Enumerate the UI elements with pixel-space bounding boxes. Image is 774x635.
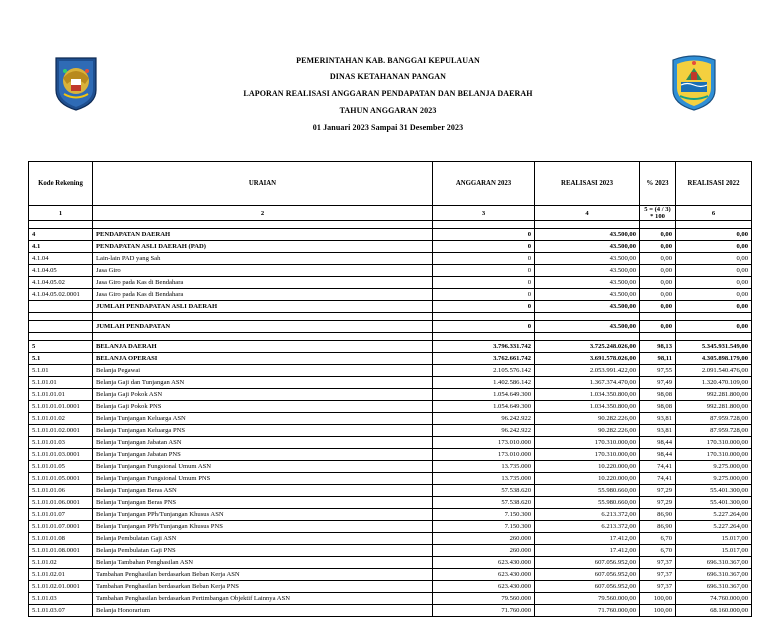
kode-rekening-cell: 4.1.04.05.02.0001 (29, 289, 93, 301)
realisasi-cell: 43.500,00 (535, 289, 640, 301)
kode-rekening-cell: 5.1.01.01.08.0001 (29, 545, 93, 557)
realisasi-prev-cell: 0,00 (676, 265, 752, 277)
pendapatan-row (29, 289, 752, 301)
persen-cell: 97,37 (640, 581, 676, 593)
realisasi-prev-cell: 4.305.898.179,00 (676, 353, 752, 365)
realisasi-prev-cell: 15.017,00 (676, 533, 752, 545)
kode-rekening-cell: 5.1.01.01.03.0001 (29, 449, 93, 461)
realisasi-prev-cell: 0,00 (676, 229, 752, 241)
persen-cell: 97,29 (640, 497, 676, 509)
anggaran-cell: 0 (433, 253, 535, 265)
realisasi-prev-cell: 74.760.000,00 (676, 593, 752, 605)
anggaran-cell: 0 (433, 277, 535, 289)
persen-cell: 0,00 (640, 241, 676, 253)
uraian-cell: BELANJA DAERAH (93, 341, 433, 353)
realisasi-cell: 170.310.000,00 (535, 437, 640, 449)
anggaran-cell: 7.150.300 (433, 509, 535, 521)
realisasi-prev-cell: 0,00 (676, 289, 752, 301)
kode-rekening-cell: 5.1.01.01.01.0001 (29, 401, 93, 413)
colnum: 5 = (4 / 3) * 100 (640, 206, 676, 221)
realisasi-prev-cell: 170.310.000,00 (676, 437, 752, 449)
uraian-cell: Belanja Tunjangan Keluarga ASN (93, 413, 433, 425)
realisasi-cell: 2.053.991.422,00 (535, 365, 640, 377)
report-government: PEMERINTAHAN KAB. BANGGAI KEPULAUAN (296, 56, 480, 65)
col-uraian: URAIAN (93, 162, 433, 206)
uraian-cell: BELANJA OPERASI (93, 353, 433, 365)
belanja-row (29, 449, 752, 461)
kode-rekening-cell: 5.1.01.02.01.0001 (29, 581, 93, 593)
realisasi-cell: 43.500,00 (535, 229, 640, 241)
realisasi-cell: 10.220.000,00 (535, 461, 640, 473)
persen-cell: 86,90 (640, 509, 676, 521)
kode-rekening-cell: 4.1.04.05 (29, 265, 93, 277)
anggaran-cell: 0 (433, 289, 535, 301)
persen-cell: 97,29 (640, 485, 676, 497)
uraian-cell: Belanja Tunjangan Jabatan ASN (93, 437, 433, 449)
belanja-row (29, 401, 752, 413)
kode-rekening-cell: 5.1.01 (29, 365, 93, 377)
belanja-row (29, 425, 752, 437)
kode-rekening-cell: 5.1.01.01.05.0001 (29, 473, 93, 485)
anggaran-cell: 57.538.620 (433, 497, 535, 509)
anggaran-cell: 3.762.661.742 (433, 353, 535, 365)
realisasi-prev-cell: 55.401.300,00 (676, 485, 752, 497)
kode-rekening-cell: 5.1.01.02 (29, 557, 93, 569)
persen-cell: 98,08 (640, 389, 676, 401)
realisasi-cell: 607.056.952,00 (535, 557, 640, 569)
kode-rekening-cell: 5.1.01.03 (29, 593, 93, 605)
colnum: 1 (29, 206, 93, 221)
persen-cell: 0,00 (640, 229, 676, 241)
realisasi-prev-cell: 0,00 (676, 241, 752, 253)
persen-cell: 97,49 (640, 377, 676, 389)
uraian-cell: Belanja Tunjangan Beras PNS (93, 497, 433, 509)
persen-cell: 0,00 (640, 253, 676, 265)
kode-rekening-cell: 4.1.04 (29, 253, 93, 265)
realisasi-cell: 1.034.350.800,00 (535, 401, 640, 413)
persen-cell: 0,00 (640, 277, 676, 289)
realisasi-prev-cell: 696.310.367,00 (676, 557, 752, 569)
persen-cell: 97,37 (640, 569, 676, 581)
belanja-row (29, 413, 752, 425)
persen-cell: 93,81 (640, 425, 676, 437)
anggaran-cell: 71.760.000 (433, 605, 535, 617)
belanja-row (29, 569, 752, 581)
uraian-cell: Belanja Honorarium (93, 605, 433, 617)
realisasi-cell: 90.282.226,00 (535, 425, 640, 437)
anggaran-cell: 1.054.649.300 (433, 389, 535, 401)
belanja-row (29, 389, 752, 401)
belanja-row (29, 509, 752, 521)
kode-rekening-cell: 4.1 (29, 241, 93, 253)
realisasi-cell: 6.213.372,00 (535, 521, 640, 533)
jumlah-pendapatan-label: JUMLAH PENDAPATAN (93, 321, 433, 333)
realisasi-cell: 17.412,00 (535, 545, 640, 557)
col-kode-rekening: Kode Rekening (29, 162, 93, 206)
realisasi-prev-cell: 1.320.470.109,00 (676, 377, 752, 389)
uraian-cell: Belanja Gaji dan Tunjangan ASN (93, 377, 433, 389)
realisasi-cell: 607.056.952,00 (535, 581, 640, 593)
kode-rekening-cell: 4 (29, 229, 93, 241)
anggaran-cell: 0 (433, 265, 535, 277)
realisasi-prev-cell: 87.959.728,00 (676, 413, 752, 425)
pendapatan-row (29, 253, 752, 265)
kode-rekening-cell: 5.1 (29, 353, 93, 365)
report-title: LAPORAN REALISASI ANGGARAN PENDAPATAN DAN BELANJA DAERAH (243, 89, 533, 98)
persen-cell: 98,44 (640, 449, 676, 461)
anggaran-cell: 96.242.922 (433, 413, 535, 425)
anggaran-cell: 0 (433, 241, 535, 253)
belanja-row (29, 593, 752, 605)
pendapatan-row (29, 265, 752, 277)
persen-cell: 97,55 (640, 365, 676, 377)
spacer-row (29, 333, 752, 341)
pendapatan-row (29, 277, 752, 289)
belanja-row (29, 557, 752, 569)
spacer-row (29, 221, 752, 229)
realisasi-cell: 3.691.578.026,00 (535, 353, 640, 365)
realisasi-cell: 55.980.660,00 (535, 485, 640, 497)
anggaran-cell: 1.054.649.300 (433, 401, 535, 413)
uraian-cell: PENDAPATAN ASLI DAERAH (PAD) (93, 241, 433, 253)
persen-cell: 86,90 (640, 521, 676, 533)
jumlah-pad-row: JUMLAH PENDAPATAN ASLI DAERAH 0 43.500,00 0,00 0,00 (29, 301, 752, 313)
col-realisasi: REALISASI 2023 (535, 162, 640, 206)
belanja-row (29, 485, 752, 497)
kode-rekening-cell: 4.1.04.05.02 (29, 277, 93, 289)
realisasi-cell: 6.213.372,00 (535, 509, 640, 521)
realisasi-table (28, 161, 752, 617)
uraian-cell: Belanja Pembulatan Gaji PNS (93, 545, 433, 557)
uraian-cell: Belanja Gaji Pokok PNS (93, 401, 433, 413)
belanja-row (29, 341, 752, 353)
realisasi-prev-cell: 87.959.728,00 (676, 425, 752, 437)
kode-rekening-cell: 5.1.01.01.05 (29, 461, 93, 473)
uraian-cell: Belanja Pegawai (93, 365, 433, 377)
persen-cell: 100,00 (640, 605, 676, 617)
kode-rekening-cell: 5.1.01.01.03 (29, 437, 93, 449)
belanja-row (29, 473, 752, 485)
realisasi-cell: 43.500,00 (535, 241, 640, 253)
anggaran-cell: 57.538.620 (433, 485, 535, 497)
colnum: 3 (433, 206, 535, 221)
realisasi-prev-cell: 55.401.300,00 (676, 497, 752, 509)
column-number-row (29, 206, 752, 221)
realisasi-cell: 1.367.374.470,00 (535, 377, 640, 389)
realisasi-cell: 1.034.350.800,00 (535, 389, 640, 401)
realisasi-cell: 3.725.248.026,00 (535, 341, 640, 353)
anggaran-cell: 0 (433, 229, 535, 241)
persen-cell: 98,44 (640, 437, 676, 449)
banggai-kepulauan-emblem-icon (668, 52, 720, 112)
realisasi-prev-cell: 0,00 (676, 253, 752, 265)
realisasi-prev-cell: 5.227.264,00 (676, 521, 752, 533)
persen-cell: 74,41 (640, 473, 676, 485)
uraian-cell: Belanja Tunjangan Beras ASN (93, 485, 433, 497)
realisasi-cell: 43.500,00 (535, 277, 640, 289)
uraian-cell: Lain-lain PAD yang Sah (93, 253, 433, 265)
realisasi-cell: 90.282.226,00 (535, 413, 640, 425)
anggaran-cell: 13.735.000 (433, 461, 535, 473)
realisasi-cell: 71.760.000,00 (535, 605, 640, 617)
kode-rekening-cell: 5.1.01.03.07 (29, 605, 93, 617)
anggaran-cell: 7.150.300 (433, 521, 535, 533)
col-persen: % 2023 (640, 162, 676, 206)
belanja-row (29, 545, 752, 557)
colnum: 6 (676, 206, 752, 221)
belanja-row (29, 353, 752, 365)
realisasi-prev-cell: 9.275.000,00 (676, 461, 752, 473)
uraian-cell: Belanja Tunjangan PPh/Tunjangan Khusus PNS (93, 521, 433, 533)
persen-cell: 0,00 (640, 265, 676, 277)
kode-rekening-cell: 5.1.01.02.01 (29, 569, 93, 581)
anggaran-cell: 79.560.000 (433, 593, 535, 605)
col-realisasi-prev: REALISASI 2022 (676, 162, 752, 206)
persen-cell: 6,70 (640, 545, 676, 557)
realisasi-cell: 10.220.000,00 (535, 473, 640, 485)
anggaran-cell: 260.000 (433, 533, 535, 545)
persen-cell: 6,70 (640, 533, 676, 545)
anggaran-cell: 173.010.000 (433, 437, 535, 449)
anggaran-cell: 3.796.331.742 (433, 341, 535, 353)
report-year: TAHUN ANGGARAN 2023 (339, 106, 437, 115)
col-anggaran: ANGGARAN 2023 (433, 162, 535, 206)
persen-cell: 74,41 (640, 461, 676, 473)
kode-rekening-cell: 5.1.01.01.02.0001 (29, 425, 93, 437)
belanja-row (29, 533, 752, 545)
anggaran-cell: 96.242.922 (433, 425, 535, 437)
realisasi-cell: 55.980.660,00 (535, 497, 640, 509)
realisasi-prev-cell: 15.017,00 (676, 545, 752, 557)
spacer-row (29, 313, 752, 321)
jumlah-pad-label: JUMLAH PENDAPATAN ASLI DAERAH (93, 301, 433, 313)
uraian-cell: Belanja Pembulatan Gaji ASN (93, 533, 433, 545)
realisasi-prev-cell: 0,00 (676, 277, 752, 289)
realisasi-prev-cell: 992.281.800,00 (676, 389, 752, 401)
belanja-row (29, 437, 752, 449)
kode-rekening-cell: 5.1.01.01.06 (29, 485, 93, 497)
belanja-row (29, 605, 752, 617)
kode-rekening-cell: 5.1.01.01.07.0001 (29, 521, 93, 533)
uraian-cell: PENDAPATAN DAERAH (93, 229, 433, 241)
uraian-cell: Tambahan Penghasilan berdasarkan Beban Kerja ASN (93, 569, 433, 581)
kode-rekening-cell: 5.1.01.01 (29, 377, 93, 389)
jumlah-pendapatan-row: JUMLAH PENDAPATAN 0 43.500,00 0,00 0,00 (29, 321, 752, 333)
realisasi-prev-cell: 2.091.540.476,00 (676, 365, 752, 377)
realisasi-prev-cell: 696.310.367,00 (676, 569, 752, 581)
colnum: 4 (535, 206, 640, 221)
uraian-cell: Jasa Giro pada Kas di Bendahara (93, 289, 433, 301)
realisasi-cell: 43.500,00 (535, 253, 640, 265)
persen-cell: 98,11 (640, 353, 676, 365)
kode-rekening-cell: 5.1.01.01.06.0001 (29, 497, 93, 509)
uraian-cell: Tambahan Penghasilan berdasarkan Beban Kerja PNS (93, 581, 433, 593)
anggaran-cell: 623.430.000 (433, 557, 535, 569)
kode-rekening-cell: 5.1.01.01.02 (29, 413, 93, 425)
belanja-row (29, 521, 752, 533)
uraian-cell: Belanja Tambahan Penghasilan ASN (93, 557, 433, 569)
belanja-row (29, 497, 752, 509)
belanja-row (29, 581, 752, 593)
anggaran-cell: 173.010.000 (433, 449, 535, 461)
anggaran-cell: 2.105.576.142 (433, 365, 535, 377)
kode-rekening-cell: 5.1.01.01.01 (29, 389, 93, 401)
anggaran-cell: 623.430.000 (433, 569, 535, 581)
persen-cell: 93,81 (640, 413, 676, 425)
kode-rekening-cell: 5 (29, 341, 93, 353)
realisasi-prev-cell: 992.281.800,00 (676, 401, 752, 413)
persen-cell: 100,00 (640, 593, 676, 605)
persen-cell: 98,13 (640, 341, 676, 353)
uraian-cell: Jasa Giro pada Kas di Bendahara (93, 277, 433, 289)
realisasi-cell: 17.412,00 (535, 533, 640, 545)
uraian-cell: Belanja Tunjangan Fungsional Umum PNS (93, 473, 433, 485)
realisasi-prev-cell: 9.275.000,00 (676, 473, 752, 485)
uraian-cell: Belanja Tunjangan Jabatan PNS (93, 449, 433, 461)
report-period: 01 Januari 2023 Sampai 31 Desember 2023 (312, 123, 464, 132)
anggaran-cell: 13.735.000 (433, 473, 535, 485)
persen-cell: 97,37 (640, 557, 676, 569)
belanja-row (29, 461, 752, 473)
persen-cell: 0,00 (640, 289, 676, 301)
realisasi-prev-cell: 170.310.000,00 (676, 449, 752, 461)
realisasi-cell: 607.056.952,00 (535, 569, 640, 581)
realisasi-cell: 79.560.000,00 (535, 593, 640, 605)
table-header (29, 162, 752, 206)
realisasi-prev-cell: 696.310.367,00 (676, 581, 752, 593)
belanja-row (29, 365, 752, 377)
uraian-cell: Belanja Tunjangan Fungsional Umum ASN (93, 461, 433, 473)
garuda-emblem-icon (50, 54, 102, 112)
uraian-cell: Belanja Gaji Pokok ASN (93, 389, 433, 401)
realisasi-prev-cell: 5.227.264,00 (676, 509, 752, 521)
colnum: 2 (93, 206, 433, 221)
report-agency: DINAS KETAHANAN PANGAN (329, 72, 447, 81)
kode-rekening-cell: 5.1.01.01.07 (29, 509, 93, 521)
realisasi-prev-cell: 68.160.000,00 (676, 605, 752, 617)
pendapatan-row (29, 241, 752, 253)
kode-rekening-cell: 5.1.01.01.08 (29, 533, 93, 545)
pendapatan-row (29, 229, 752, 241)
uraian-cell: Belanja Tunjangan PPh/Tunjangan Khusus ASN (93, 509, 433, 521)
uraian-cell: Jasa Giro (93, 265, 433, 277)
anggaran-cell: 260.000 (433, 545, 535, 557)
realisasi-prev-cell: 5.345.931.549,00 (676, 341, 752, 353)
anggaran-cell: 623.430.000 (433, 581, 535, 593)
belanja-section (29, 341, 752, 617)
anggaran-cell: 1.402.586.142 (433, 377, 535, 389)
uraian-cell: Tambahan Penghasilan berdasarkan Pertimbangan Objektif Lainnya ASN (93, 593, 433, 605)
pendapatan-section (29, 229, 752, 301)
persen-cell: 98,08 (640, 401, 676, 413)
belanja-row (29, 377, 752, 389)
uraian-cell: Belanja Tunjangan Keluarga PNS (93, 425, 433, 437)
realisasi-cell: 170.310.000,00 (535, 449, 640, 461)
realisasi-cell: 43.500,00 (535, 265, 640, 277)
